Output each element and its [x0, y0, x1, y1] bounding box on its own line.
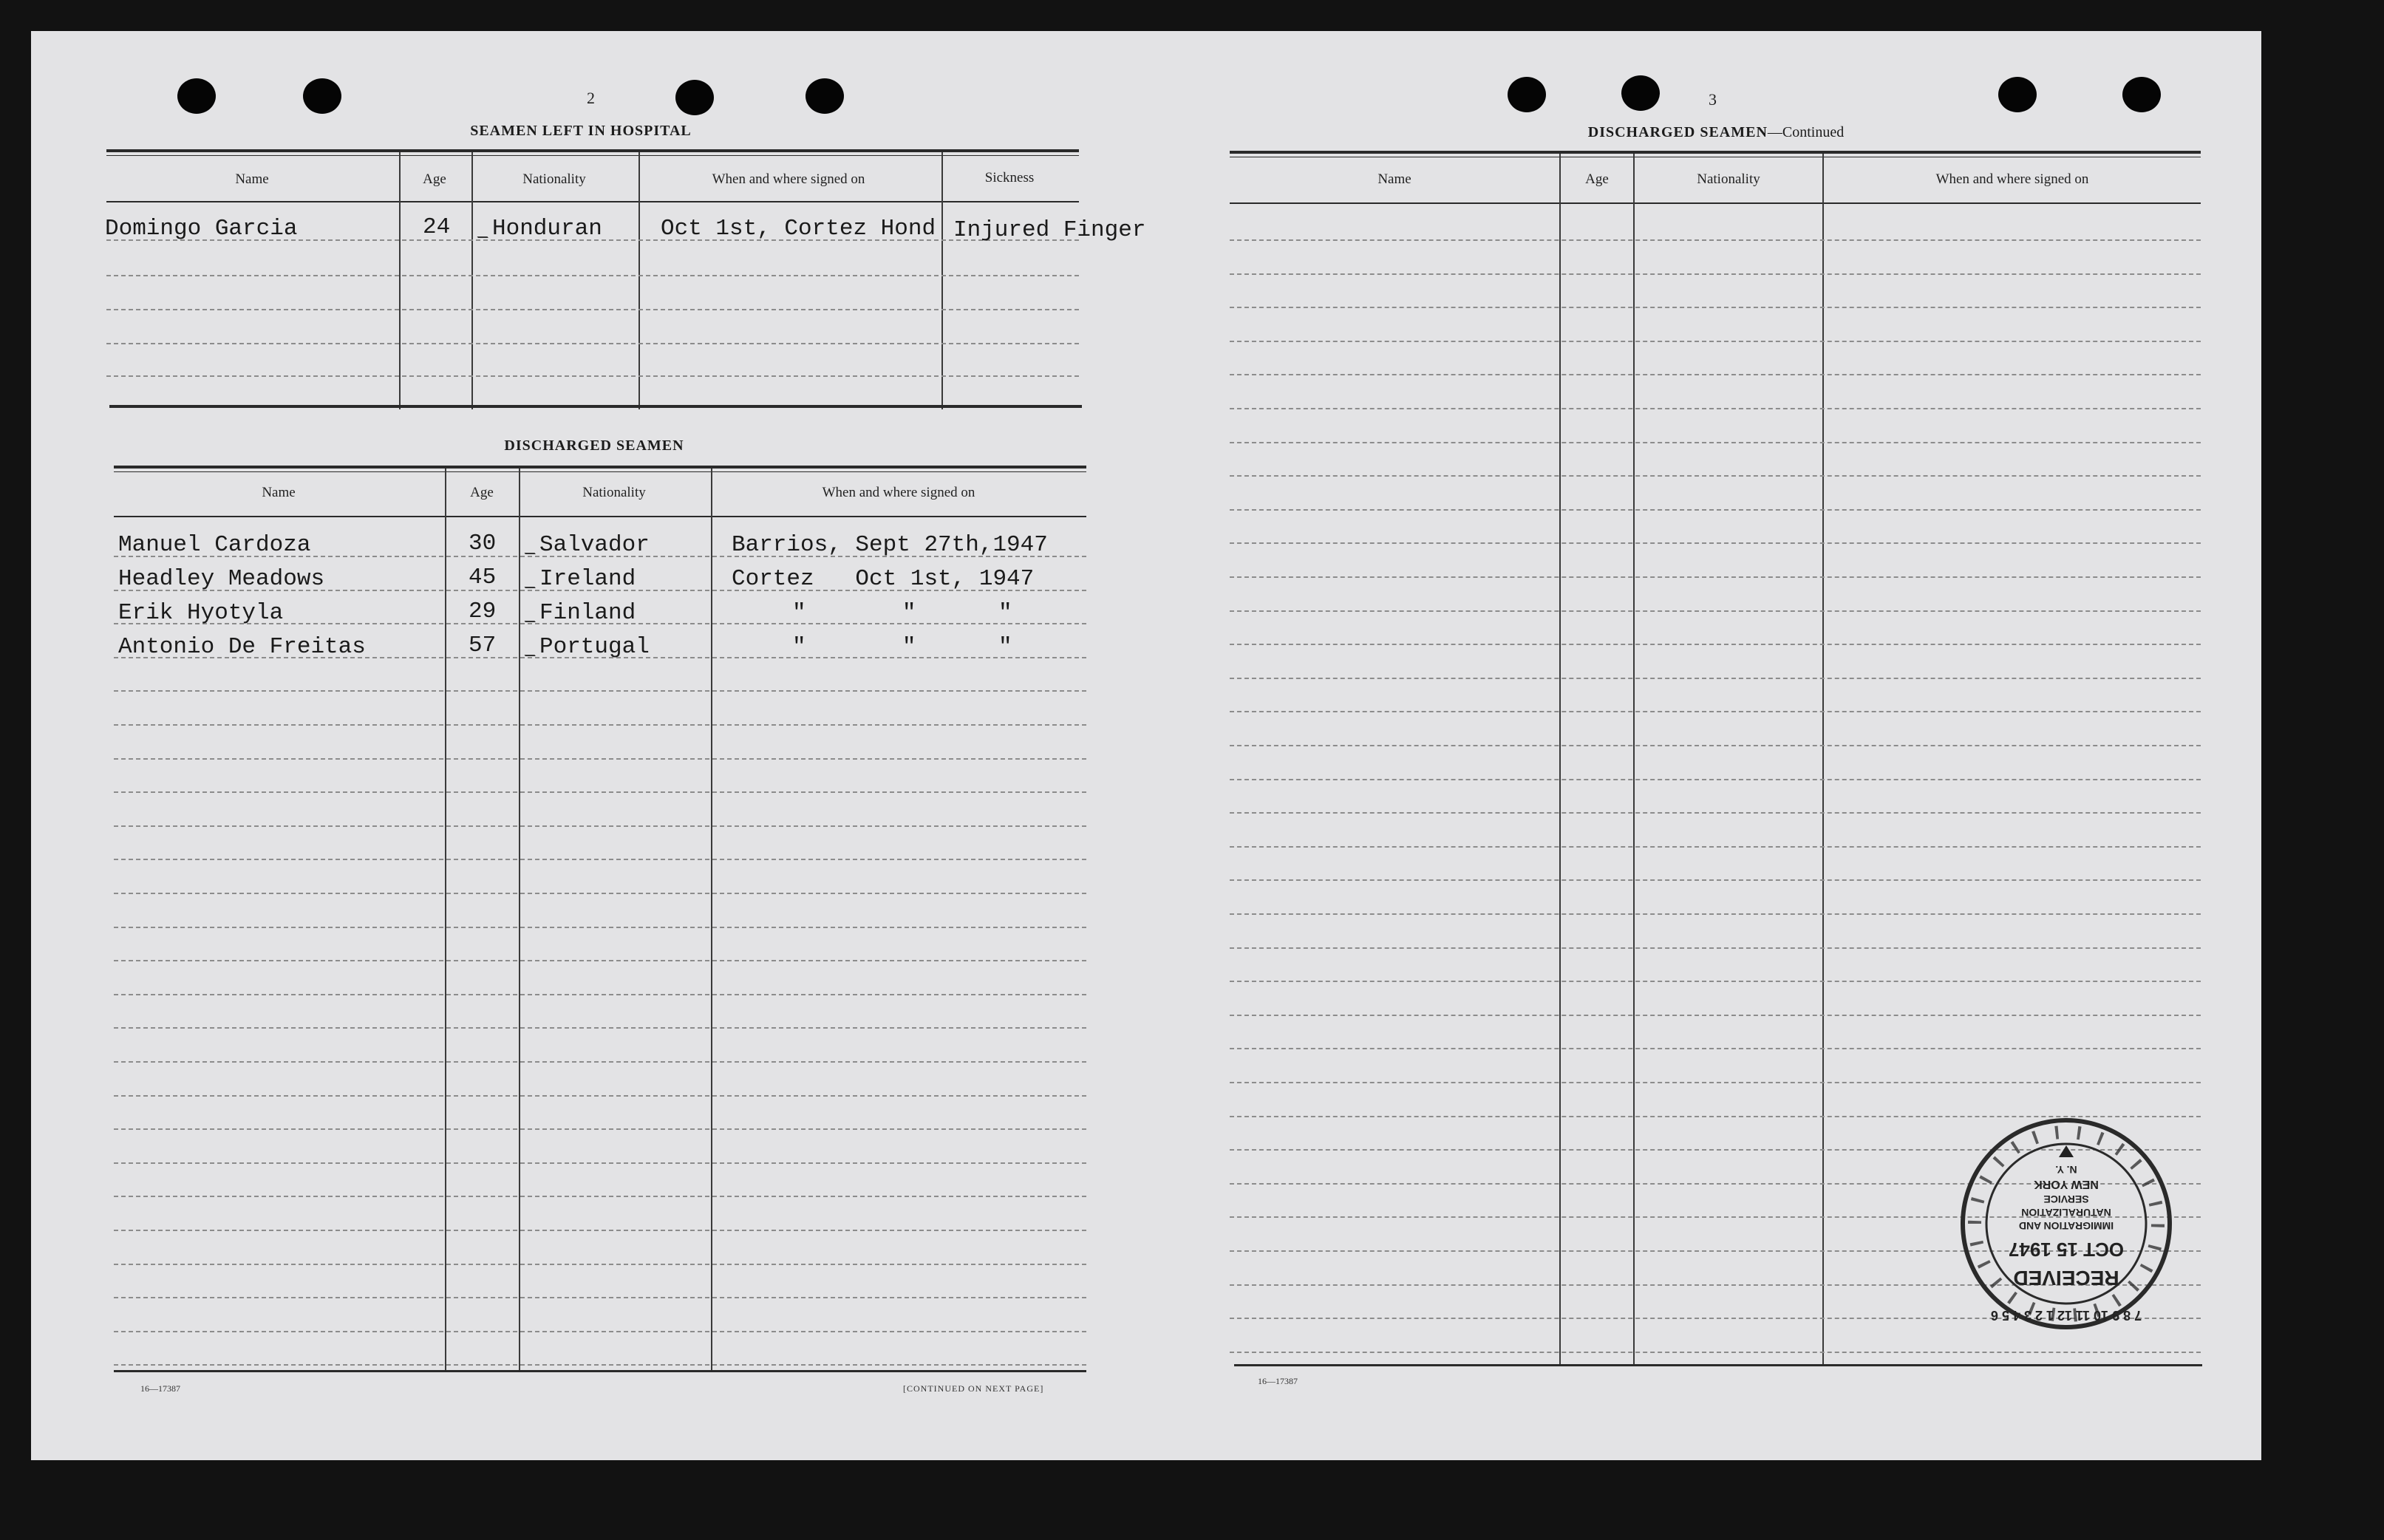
column-header-nationality: Nationality	[582, 485, 646, 500]
row-line	[1230, 307, 2201, 308]
column-divider	[471, 152, 473, 409]
stamp-line: SERVICE	[2043, 1193, 2089, 1205]
row-line	[1230, 947, 2201, 949]
cell-nationality: Honduran	[492, 216, 602, 242]
column-header-name: Name	[235, 171, 269, 187]
column-header-age: Age	[1585, 171, 1609, 187]
stamp-ring-text: 7 8 9 10 11 12 1 2 3 4 5 6	[1990, 1308, 2142, 1323]
cell-name: Domingo Garcia	[105, 216, 298, 242]
row-line	[114, 927, 1086, 928]
row-line	[114, 1230, 1086, 1231]
column-header-name: Name	[262, 485, 296, 500]
form-number: 16—17387	[1258, 1376, 1298, 1386]
cell-name: Headley Meadows	[118, 566, 325, 592]
cell-nationality: Finland	[539, 600, 636, 626]
cell-nationality: Salvador	[539, 532, 650, 558]
stamp-line: NATURALIZATION	[2021, 1207, 2111, 1219]
table-bottom-rule	[114, 1370, 1086, 1372]
stamp-line: NEW YORK	[2034, 1178, 2099, 1190]
punch-hole	[675, 80, 714, 115]
title-continued: —Continued	[1767, 124, 1845, 140]
punch-hole	[1508, 77, 1546, 112]
row-line	[114, 1061, 1086, 1063]
row-line	[1230, 442, 2201, 443]
hospital-section-title: SEAMEN LEFT IN HOSPITAL	[470, 123, 692, 139]
stamp-received: RECEIVED	[2013, 1267, 2119, 1289]
row-line	[1230, 576, 2201, 578]
row-line	[114, 1297, 1086, 1298]
row-line	[114, 758, 1086, 760]
row-line	[114, 1331, 1086, 1332]
cell-name: Erik Hyotyla	[118, 600, 284, 626]
row-line	[1230, 846, 2201, 848]
column-divider	[445, 469, 446, 1372]
column-divider	[638, 152, 640, 409]
check-mark	[518, 578, 536, 588]
row-line	[114, 1095, 1086, 1097]
punch-hole	[1998, 77, 2037, 112]
received-stamp	[1955, 1113, 2177, 1335]
row-line	[106, 275, 1079, 276]
row-line	[1230, 1352, 2201, 1353]
column-header-signed-on: When and where signed on	[712, 171, 865, 187]
table-top-rule	[106, 149, 1079, 152]
punch-hole	[806, 78, 844, 114]
punch-hole	[177, 78, 216, 114]
stamp-line: IMMIGRATION AND	[2018, 1220, 2114, 1232]
check-mark	[471, 228, 488, 238]
row-line	[1230, 610, 2201, 612]
stamp-date: OCT 15 1947	[2008, 1239, 2125, 1261]
cell-signed-on: Barrios, Sept 27th,1947	[732, 532, 1048, 558]
column-header-name: Name	[1377, 171, 1411, 187]
check-mark	[518, 544, 536, 554]
table-bottom-rule	[1234, 1364, 2202, 1366]
row-line	[114, 1196, 1086, 1197]
header-bottom-rule	[1230, 202, 2201, 204]
row-line	[1230, 644, 2201, 645]
punch-hole	[2122, 77, 2161, 112]
row-line	[114, 1027, 1086, 1029]
row-line	[1230, 678, 2201, 679]
discharged-continued-title	[1479, 124, 1952, 141]
row-line	[1230, 879, 2201, 881]
cell-name: Antonio De Freitas	[118, 634, 366, 660]
table-header-rule	[114, 471, 1086, 472]
cell-signed-on: " " "	[792, 634, 1012, 660]
column-header-signed-on: When and where signed on	[1935, 171, 2089, 187]
column-divider	[519, 469, 520, 1372]
check-mark	[518, 612, 536, 622]
column-divider	[711, 469, 712, 1372]
row-line	[114, 825, 1086, 827]
row-line	[1230, 1082, 2201, 1083]
cell-signed-on: Cortez Oct 1st, 1947	[732, 566, 1035, 592]
row-line	[1230, 1048, 2201, 1049]
row-line	[114, 859, 1086, 860]
row-line	[1230, 812, 2201, 814]
continued-note: [CONTINUED ON NEXT PAGE]	[903, 1383, 1044, 1394]
cell-signed-on: " " "	[792, 600, 1012, 626]
row-line	[1230, 745, 2201, 746]
stamp-line: N. Y.	[2055, 1164, 2077, 1176]
row-line	[106, 309, 1079, 310]
page-number-right: 3	[1709, 90, 1717, 109]
row-line	[114, 994, 1086, 995]
row-line	[1230, 475, 2201, 477]
row-line	[1230, 779, 2201, 780]
cell-age: 30	[469, 531, 497, 556]
cell-nationality: Ireland	[539, 566, 636, 592]
column-divider	[399, 152, 401, 409]
discharged-section-title: DISCHARGED SEAMEN	[504, 437, 684, 454]
row-line	[114, 960, 1086, 961]
row-line	[1230, 341, 2201, 342]
punch-hole	[1621, 75, 1660, 111]
column-header-sickness: Sickness	[984, 170, 1035, 185]
table-top-rule	[1230, 151, 2201, 154]
row-line	[114, 1364, 1086, 1366]
row-line	[114, 1264, 1086, 1265]
document-sheet	[31, 31, 2261, 1460]
title-text: DISCHARGED SEAMEN	[1587, 124, 1768, 140]
row-line	[1230, 711, 2201, 712]
cell-age: 57	[469, 633, 497, 658]
row-line	[114, 724, 1086, 726]
table-header-rule	[106, 155, 1079, 156]
column-header-nationality: Nationality	[1697, 171, 1760, 187]
header-bottom-rule	[114, 516, 1086, 517]
row-line	[1230, 913, 2201, 915]
table-bottom-rule	[109, 405, 1082, 408]
row-line	[1230, 542, 2201, 544]
page-number-left: 2	[587, 89, 595, 107]
table-top-rule	[114, 466, 1086, 469]
row-line	[1230, 273, 2201, 275]
stamp-arrow-icon	[2059, 1145, 2074, 1157]
cell-name: Manuel Cardoza	[118, 532, 311, 558]
row-line	[1230, 981, 2201, 982]
row-line	[106, 343, 1079, 344]
row-line	[114, 1128, 1086, 1130]
column-header-age: Age	[423, 171, 446, 187]
column-header-nationality: Nationality	[522, 171, 586, 187]
row-line	[114, 893, 1086, 894]
punch-hole	[303, 78, 341, 114]
header-bottom-rule	[106, 201, 1079, 202]
cell-sickness: Injured Finger	[953, 217, 1146, 243]
check-mark	[518, 646, 536, 656]
cell-age: 45	[469, 565, 497, 590]
column-header-age: Age	[470, 485, 494, 500]
column-divider	[941, 152, 943, 409]
cell-age: 24	[423, 214, 451, 240]
cell-nationality: Portugal	[539, 634, 650, 660]
row-line	[1230, 374, 2201, 375]
row-line	[1230, 509, 2201, 511]
row-line	[1230, 408, 2201, 409]
row-line	[1230, 1015, 2201, 1016]
cell-age: 29	[469, 599, 497, 624]
row-line	[114, 690, 1086, 692]
row-line	[106, 375, 1079, 377]
form-number: 16—17387	[140, 1383, 180, 1394]
row-line	[114, 1162, 1086, 1164]
column-header-signed-on: When and where signed on	[822, 485, 975, 500]
row-line	[1230, 239, 2201, 241]
row-line	[114, 791, 1086, 793]
cell-signed-on: Oct 1st, Cortez Hond	[661, 216, 936, 242]
